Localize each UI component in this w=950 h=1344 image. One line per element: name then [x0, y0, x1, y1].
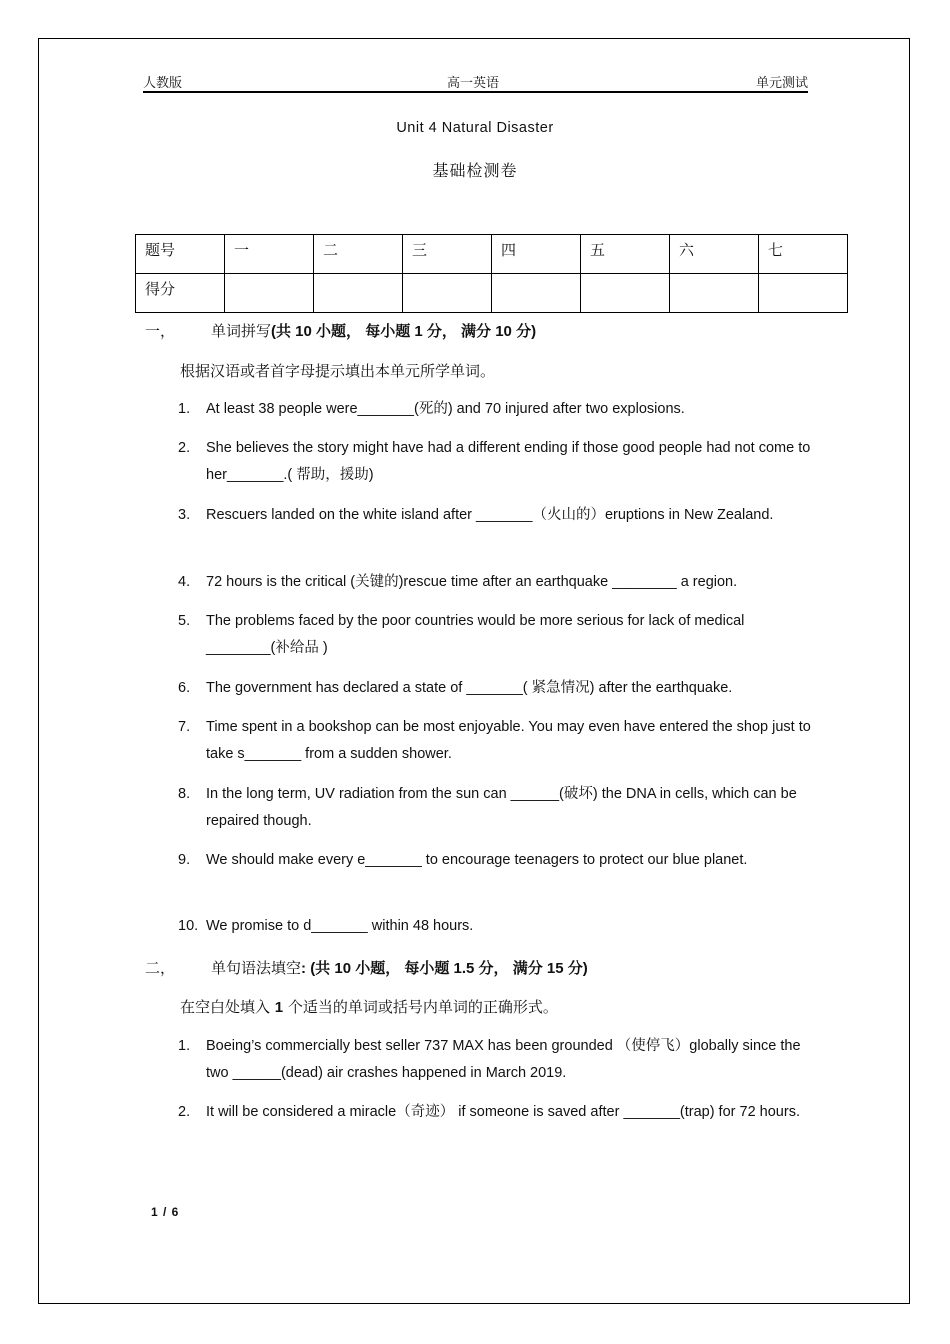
header-publisher: 人教版: [143, 76, 183, 91]
score-table: [135, 234, 848, 313]
page-header: [143, 70, 808, 93]
question-item: 8. In the long term, UV radiation from the sun can ______(破坏) the DNA in cells, which can be repaired though.: [178, 786, 797, 829]
score-cell: [581, 274, 670, 313]
section-2-instruction: 在空白处填入 1 个适当的单词或括号内单词的正确形式。: [180, 998, 558, 1016]
question-item: 1. Boeing’s commercially best seller 737 MAX has been grounded （使停飞）globally since the two ______(dead) air crashes happened in March 2019.: [178, 1038, 801, 1081]
score-cell: [403, 274, 492, 313]
header-course: 高一英语: [447, 76, 500, 91]
question-item: 2. She believes the story might have had a different ending if those good people had not come to her_______.( 帮助，援助): [178, 440, 811, 483]
question-item: 7. Time spent in a bookshop can be most enjoyable. You may even have entered the shop just to take s_______ from a sudden shower.: [178, 719, 811, 762]
score-cell: 四: [492, 235, 581, 274]
score-cell: [492, 274, 581, 313]
question-item: 5. The problems faced by the poor countries would be more serious for lack of medical ________(补给品 ): [178, 613, 745, 656]
score-cell: 七: [759, 235, 848, 274]
score-cell: 六: [670, 235, 759, 274]
question-item: 4. 72 hours is the critical (关键的)rescue time after an earthquake ________ a region.: [178, 574, 738, 590]
question-item: 2. It will be considered a miracle（奇迹） if someone is saved after _______(trap) for 72 hours.: [178, 1104, 800, 1120]
score-cell: 三: [403, 235, 492, 274]
score-cell: 得分: [136, 274, 225, 313]
question-item: 9. We should make every e_______ to encourage teenagers to protect our blue planet.: [178, 852, 748, 868]
header-test-type: 单元测试: [755, 76, 808, 91]
section-1-heading: 一， 单词拼写(共 10 小题， 每小题 1 分， 满分 10 分): [145, 322, 537, 340]
question-item: 1. At least 38 people were_______(死的) and 70 injured after two explosions.: [178, 401, 685, 417]
score-cell: [314, 274, 403, 313]
score-cell: [225, 274, 314, 313]
document-title: Unit 4 Natural Disaster: [396, 120, 554, 136]
question-item: 6. The government has declared a state of _______( 紧急情况) after the earthquake.: [178, 680, 733, 696]
score-cell: 五: [581, 235, 670, 274]
section-1-instruction: 根据汉语或者首字母提示填出本单元所学单词。: [180, 362, 496, 380]
page-number: 1 / 6: [151, 1205, 180, 1219]
question-item: 3. Rescuers landed on the white island after _______（火山的）eruptions in New Zealand.: [178, 507, 774, 523]
section-2-heading: 二， 单句语法填空: (共 10 小题， 每小题 1.5 分， 满分 15 分): [145, 959, 588, 977]
score-cell: 一: [225, 235, 314, 274]
score-cell: 题号: [136, 235, 225, 274]
score-table-row-score: [136, 274, 848, 313]
score-cell: 二: [314, 235, 403, 274]
score-cell: [759, 274, 848, 313]
score-cell: [670, 274, 759, 313]
score-table-row-number: [136, 235, 848, 274]
question-item: 10. We promise to d_______ within 48 hours.: [178, 918, 474, 934]
document-subtitle: 基础检测卷: [432, 161, 518, 180]
